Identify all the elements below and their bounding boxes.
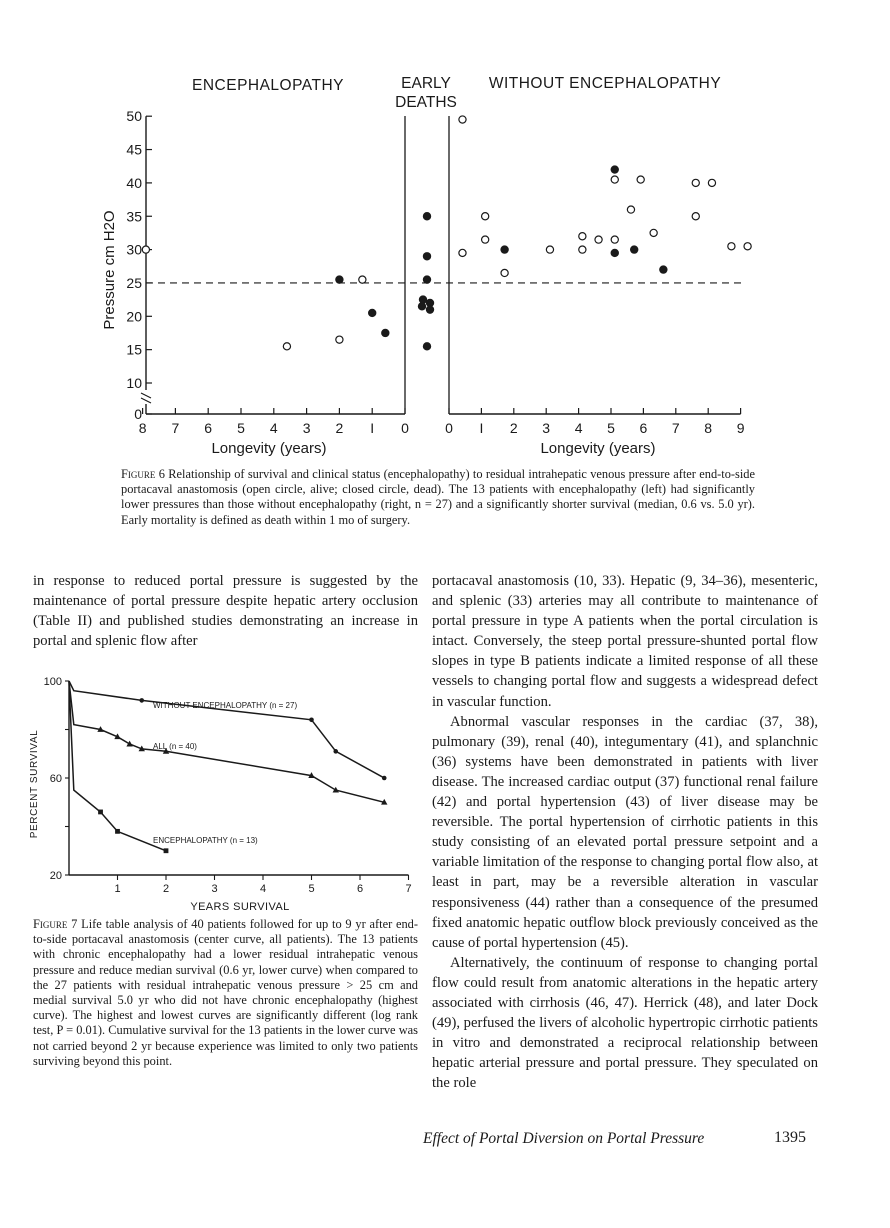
fig6-point-alive — [501, 269, 508, 276]
fig6-x-tick-label-right: 6 — [639, 420, 648, 436]
figure-6-caption — [121, 467, 755, 528]
fig6-point-alive — [692, 179, 699, 186]
fig6-x-tick-label-right: 5 — [607, 420, 615, 436]
fig7-x-tick-label: 4 — [259, 883, 267, 895]
fig6-x-tick-label-right: 4 — [574, 420, 583, 436]
fig6-point-alive — [744, 243, 751, 250]
fig6-y-axis-label: Pressure cm H2O — [101, 210, 118, 330]
figure-7-caption-text: Life table analysis of 40 patients followed for up to 9 yr after end-to-side portacaval anastomosis (center curve, all patients). The 13 patients with chronic encephalopathy had a lower residual intrahepatic venous pressure and reduce median survival (0.6 yr, lower curve) when compared to the 27 patients with residual intrahepatic venous pressure > 25 cm and medial survival 5.0 yr who did not have chronic encephalopathy (highest curve). The highest and lowest curves are significantly different (log rank test, P = 0.01). Cumulative survival for the 13 patients in the lower curve was not carried beyond 2 yr because experience was limited to only two patients surviving beyond this point. — [33, 917, 418, 1068]
fig6-y-tick-label: 25 — [126, 274, 142, 291]
fig6-point-alive — [482, 213, 489, 220]
fig6-point-alive — [579, 233, 586, 240]
fig6-point-dead — [426, 306, 433, 313]
fig7-marker-circle — [309, 718, 314, 723]
fig6-point-dead — [501, 246, 508, 253]
fig7-label-without-encephalopathy: WITHOUT ENCEPHALOPATHY (n = 27) — [153, 701, 298, 710]
fig6-y-tick-label: 40 — [126, 174, 142, 191]
fig6-x-tick-label-left: 5 — [237, 420, 245, 436]
fig6-x-tick-label-left: 3 — [302, 420, 311, 436]
fig6-point-alive — [482, 236, 489, 243]
fig7-marker-circle — [382, 776, 387, 781]
right-paragraph-3: Alternatively, the continuum of response to changing portal flow could result from anatomic alterations in the hepatic artery associated with cirrhosis (46, 47). Herrick (48), and later Dock (49), perfused the livers of alcoholic hypertropic cirrhotic patients in vitro and demonstrated a reciprocal relationship between hepatic arterial pressure and portal pressure. They speculated on the role — [432, 954, 818, 1092]
fig7-line-without-encephalopathy — [69, 681, 384, 778]
figure-6-scatter-plot — [0, 0, 890, 470]
fig6-y-tick-label: 30 — [126, 241, 142, 258]
fig6-point-alive — [459, 116, 466, 123]
fig6-point-alive — [283, 343, 290, 350]
right-paragraph-1: portacaval anastomosis (10, 33). Hepatic (9, 34–36), mesenteric, and splenic (33) arteries may all contribute to maintenance of portal pressure in type A patients when the portal circulation is intact. Conversely, the steep portal pressure-shunted portal flow slopes in type B patients indicate a limited response of all these vessels to changing portal flow and suggests a widespread defect in vascular function. — [432, 573, 818, 710]
fig7-marker-circle — [139, 698, 144, 703]
fig7-label-all: ALL (n = 40) — [153, 742, 197, 751]
fig6-point-alive — [627, 206, 634, 213]
fig6-axes — [126, 108, 746, 436]
fig6-x-tick-label-left: 6 — [204, 420, 213, 436]
fig6-point-alive — [650, 229, 657, 236]
fig6-point-alive — [142, 246, 149, 253]
fig6-header-without-encephalopathy: WITHOUT ENCEPHALOPATHY — [488, 75, 722, 92]
figure-6-caption-lead: Figure 6 — [121, 467, 165, 481]
fig6-point-dead — [336, 276, 343, 283]
fig6-header-deaths: DEATHS — [395, 94, 457, 111]
fig7-marker-square — [115, 829, 120, 834]
fig6-point-alive — [611, 176, 618, 183]
fig6-y-tick-label: 15 — [126, 341, 142, 358]
fig6-y-tick-label: 50 — [126, 108, 142, 125]
fig6-point-dead — [423, 276, 430, 283]
fig7-x-tick-label: 5 — [308, 883, 315, 895]
fig6-x-tick-label-left: 8 — [138, 420, 147, 436]
fig7-y-tick-label: 20 — [49, 870, 62, 882]
fig6-x-tick-label-right: 7 — [671, 420, 680, 436]
fig7-x-tick-label: 1 — [114, 883, 121, 895]
fig6-header-encephalopathy: ENCEPHALOPATHY — [192, 77, 344, 94]
fig6-point-alive — [579, 246, 586, 253]
fig6-point-alive — [336, 336, 343, 343]
fig6-y-axis-break — [141, 393, 151, 403]
fig6-point-dead — [611, 249, 618, 256]
fig6-point-alive — [728, 243, 735, 250]
fig7-line-encephalopathy — [69, 681, 166, 851]
fig6-x-tick-label-right: 0 — [445, 420, 453, 436]
fig7-marker-circle — [333, 749, 338, 754]
fig6-point-dead — [423, 253, 430, 260]
fig7-x-axis-label: YEARS SURVIVAL — [190, 901, 290, 913]
fig7-line-all — [69, 681, 384, 802]
fig6-x-tick-label-left: 4 — [269, 420, 278, 436]
fig6-point-dead — [382, 329, 389, 336]
figure-7-caption-lead: Figure 7 — [33, 917, 78, 931]
fig7-y-axis-label: PERCENT SURVIVAL — [29, 729, 40, 839]
fig6-header-early: EARLY — [401, 75, 451, 92]
left-column-text: in response to reduced portal pressure is suggested by the maintenance of portal pressure despite hepatic artery occlusion (Table II) and published studies demonstrating an increase in portal and splenic flow after — [33, 573, 418, 650]
fig6-point-alive — [459, 249, 466, 256]
fig6-point-alive — [611, 236, 618, 243]
right-paragraph-2: Abnormal vascular responses in the cardiac (37, 38), pulmonary (39), renal (40), integumentary (41), and splanchnic (36) systems have been demonstrated in patients with liver disease. The increased cardiac output (37) functional renal failure (42) and portal hypertension (43) of liver disease may be reversible. The portal hypertension of cirrhotic patients in this study consisting of an elevated portal pressure setpoint and a variable limitation of the response to changing portal flow also, at least in part, may be a reversible alteration in vascular responsiveness (44) rather than a consequence of the presumed fixed anatomic hepatic outflow block previously conceived as the cause of portal hypertension (45). — [432, 713, 818, 951]
fig6-point-alive — [359, 276, 366, 283]
fig6-point-dead — [611, 166, 618, 173]
fig6-x-tick-label-right: 3 — [542, 420, 551, 436]
fig6-y-tick-label: 0 — [134, 406, 142, 422]
fig6-point-alive — [595, 236, 602, 243]
fig6-point-dead — [418, 303, 425, 310]
fig7-marker-square — [164, 848, 169, 853]
fig6-point-alive — [708, 179, 715, 186]
fig7-marker-triangle — [333, 787, 339, 793]
fig6-point-dead — [660, 266, 667, 273]
fig6-x-tick-label-right: I — [479, 420, 484, 436]
running-footer-title: Effect of Portal Diversion on Portal Pressure — [423, 1130, 705, 1147]
fig6-points — [142, 116, 751, 350]
fig7-x-tick-label: 6 — [356, 883, 364, 895]
fig7-marker-square — [98, 810, 103, 815]
fig6-x-tick-label-left: 0 — [401, 420, 409, 436]
fig7-x-tick-label: 2 — [162, 883, 170, 895]
fig6-y-tick-label: 35 — [126, 208, 142, 225]
fig6-y-tick-label: 10 — [126, 375, 142, 391]
right-column — [432, 571, 818, 1093]
fig6-x-tick-label-right: 8 — [704, 420, 713, 436]
fig6-point-alive — [692, 213, 699, 220]
fig6-x-tick-label-left: I — [370, 420, 375, 436]
fig6-point-dead — [369, 309, 376, 316]
fig7-y-tick-label: 60 — [49, 773, 62, 785]
fig6-x-tick-label-left: 2 — [335, 420, 344, 436]
fig6-point-alive — [546, 246, 553, 253]
fig7-y-tick-label: 100 — [43, 676, 62, 688]
fig6-point-dead — [419, 296, 426, 303]
fig6-x-tick-label-left: 7 — [171, 420, 180, 436]
figure-7-survival-chart — [0, 660, 425, 920]
fig6-x-axis-label-right: Longevity (years) — [540, 440, 656, 457]
fig7-x-tick-label: 7 — [405, 883, 412, 895]
fig6-x-tick-label-right: 9 — [736, 420, 745, 436]
fig6-point-dead — [423, 343, 430, 350]
fig7-x-tick-label: 3 — [211, 883, 218, 895]
fig6-point-dead — [631, 246, 638, 253]
fig6-x-tick-label-right: 2 — [509, 420, 518, 436]
fig6-point-alive — [637, 176, 644, 183]
left-column-paragraph — [33, 571, 418, 651]
figure-6-caption-text: Relationship of survival and clinical status (encephalopathy) to residual intrahepatic venous pressure after end-to-side portacaval anastomosis (open circle, alive; closed circle, dead). The 13 patients with encephalopathy (left) had significantly lower pressures than those without encephalopathy (right, n = 27) and a significantly shorter survival (median, 0.6 vs. 5.0 yr). Early mortality is defined as death within 1 mo of surgery. — [121, 467, 755, 527]
fig6-x-axis-label-left: Longevity (years) — [211, 440, 327, 457]
figure-7-caption — [33, 917, 418, 1069]
page-number: 1395 — [774, 1129, 806, 1146]
fig7-label-encephalopathy: ENCEPHALOPATHY (n = 13) — [153, 836, 258, 845]
fig6-point-dead — [423, 213, 430, 220]
fig6-y-tick-label: 20 — [126, 308, 142, 325]
fig6-y-tick-label: 45 — [126, 141, 142, 158]
